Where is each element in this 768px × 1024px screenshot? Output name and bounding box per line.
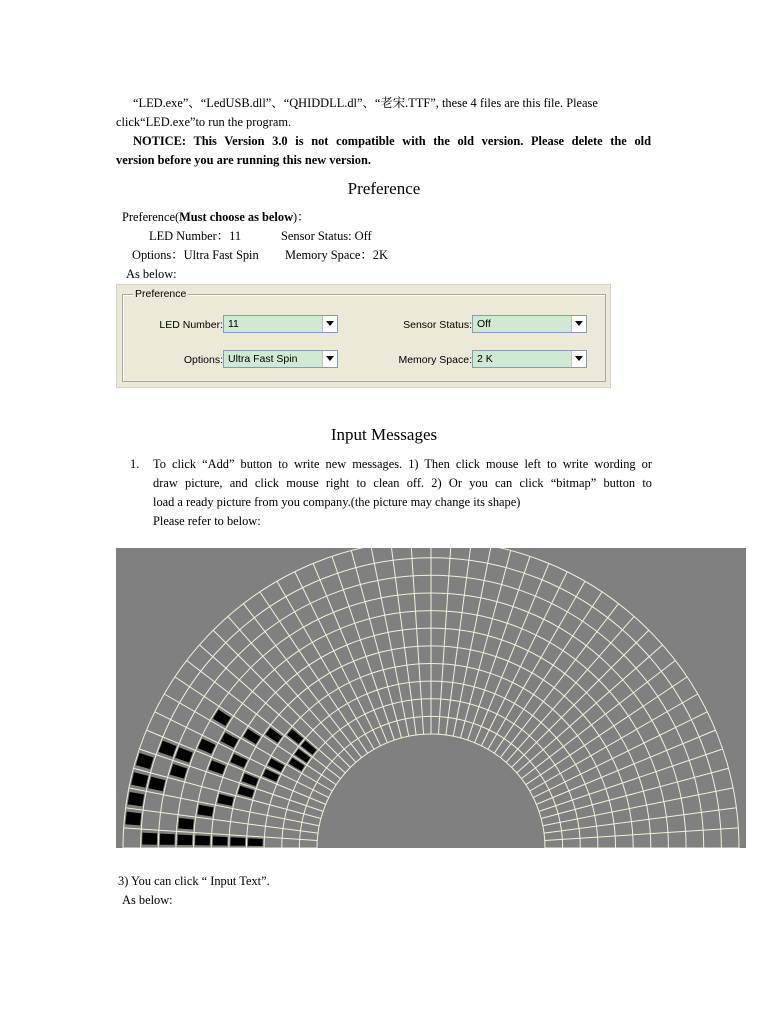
grid-spoke [295,572,381,746]
lit-led-cell[interactable] [136,753,154,769]
lit-led-cell[interactable] [197,805,213,817]
grid-spoke [533,712,707,798]
grid-lines [123,548,739,848]
grid-spoke [461,550,511,737]
lit-led-cell[interactable] [217,794,233,806]
options-value: Ultra Fast Spin [228,353,298,365]
lit-led-cell[interactable] [177,834,192,845]
grid-spoke [541,768,728,818]
led-number-label: LED Number: [159,319,223,331]
lit-led-cell[interactable] [289,758,305,771]
lit-led-cell[interactable] [230,837,245,845]
list-item-number: 1. [130,457,140,471]
lit-led-cell[interactable] [170,764,187,779]
led-number-text: LED Number：11 [149,229,242,243]
memory-space-value: 2 K [477,353,493,365]
grid-spoke [512,630,649,767]
polar-led-grid[interactable] [116,548,746,848]
sensor-status-select[interactable] [472,315,587,333]
step-3-text: 3) You can click “ Input Text”. [118,874,270,888]
grid-spoke [545,828,739,841]
memory-space-dropdown-button[interactable] [571,351,586,367]
grid-spoke [544,808,736,833]
lit-led-cell[interactable] [178,818,194,830]
grid-spoke [543,788,733,826]
grid-spoke [530,694,698,791]
lit-led-cell[interactable] [287,729,303,744]
notice-line-2: version before you are running this new version. [116,153,371,167]
sensor-status-value: Off [477,318,491,330]
preference-heading: Preference [347,179,421,198]
chevron-down-icon [575,321,583,326]
as-below-text-2: As below: [122,893,173,907]
grid-ring [317,734,545,848]
lit-led-cell[interactable] [268,758,284,771]
lit-led-cell[interactable] [213,836,228,845]
grid-ring [299,716,562,848]
options-select[interactable] [223,350,338,368]
memory-space-select[interactable] [472,350,587,368]
chevron-down-icon [326,356,334,361]
grid-spoke [351,550,401,737]
as-below-text: As below: [126,267,177,281]
intro-line-2: click“LED.exe”to run the program. [116,115,292,129]
grid-spoke [133,768,320,818]
lit-led-cell[interactable] [159,741,177,757]
intro-line-1: “LED.exe”、“LedUSB.dll”、“QHIDDLL.dl”、“老宋.TTF”, these 4 files are this file. Please [133,96,598,110]
lit-led-cell[interactable] [142,833,157,845]
lit-led-cell[interactable] [248,838,263,846]
led-number-value: 11 [228,318,239,330]
memory-space-text: Memory Space：2K [285,248,388,262]
grid-spoke [277,581,374,749]
grid-spoke [129,788,319,826]
led-number-select[interactable] [223,315,338,333]
lit-led-cell[interactable] [265,728,282,743]
item-line-3: load a ready picture from you company.(the picture may change its shape) [153,495,521,509]
options-text: Options：Ultra Fast Spin [132,248,259,262]
grid-spoke [481,572,567,746]
grid-spoke [126,808,318,833]
lit-led-cell[interactable] [128,792,144,807]
options-label: Options: [183,354,223,366]
lit-led-cell[interactable] [195,835,210,845]
lit-led-cell[interactable] [125,812,141,826]
options-dropdown-button[interactable] [322,351,337,367]
refer-text: Please refer to below: [153,514,261,528]
groupbox-title: Preference [135,288,187,300]
chevron-down-icon [326,321,334,326]
led-drawing-canvas[interactable] [116,548,746,848]
sensor-status-text: Sensor Status: Off [281,229,372,243]
preference-dialog [116,284,611,388]
sensor-status-dropdown-button[interactable] [571,316,586,332]
lit-led-cell[interactable] [131,772,148,787]
lit-led-cell[interactable] [175,747,193,762]
lit-led-cell[interactable] [243,729,260,744]
grid-spoke [488,581,585,749]
item-line-1: To click “Add” button to write new messages. 1) Then click mouse left to write wording or [153,457,652,471]
input-messages-heading: Input Messages [330,425,438,444]
memory-space-label: Memory Space: [398,354,472,366]
lit-led-cell[interactable] [208,760,225,774]
chevron-down-icon [575,356,583,361]
sensor-status-label: Sensor Status: [403,319,472,331]
item-line-2: draw picture, and click mouse right to clean off. 2) Or you can click “bitmap” button to [153,476,652,490]
lit-led-cell[interactable] [160,834,175,845]
preference-intro: Preference(Must choose as below)： [122,210,310,224]
preference-groupbox [122,288,606,382]
notice-line-1: NOTICE: This Version 3.0 is not compatible with the old version. Please delete the old [133,134,651,148]
lit-led-cell[interactable] [148,777,165,792]
led-number-dropdown-button[interactable] [322,316,337,332]
